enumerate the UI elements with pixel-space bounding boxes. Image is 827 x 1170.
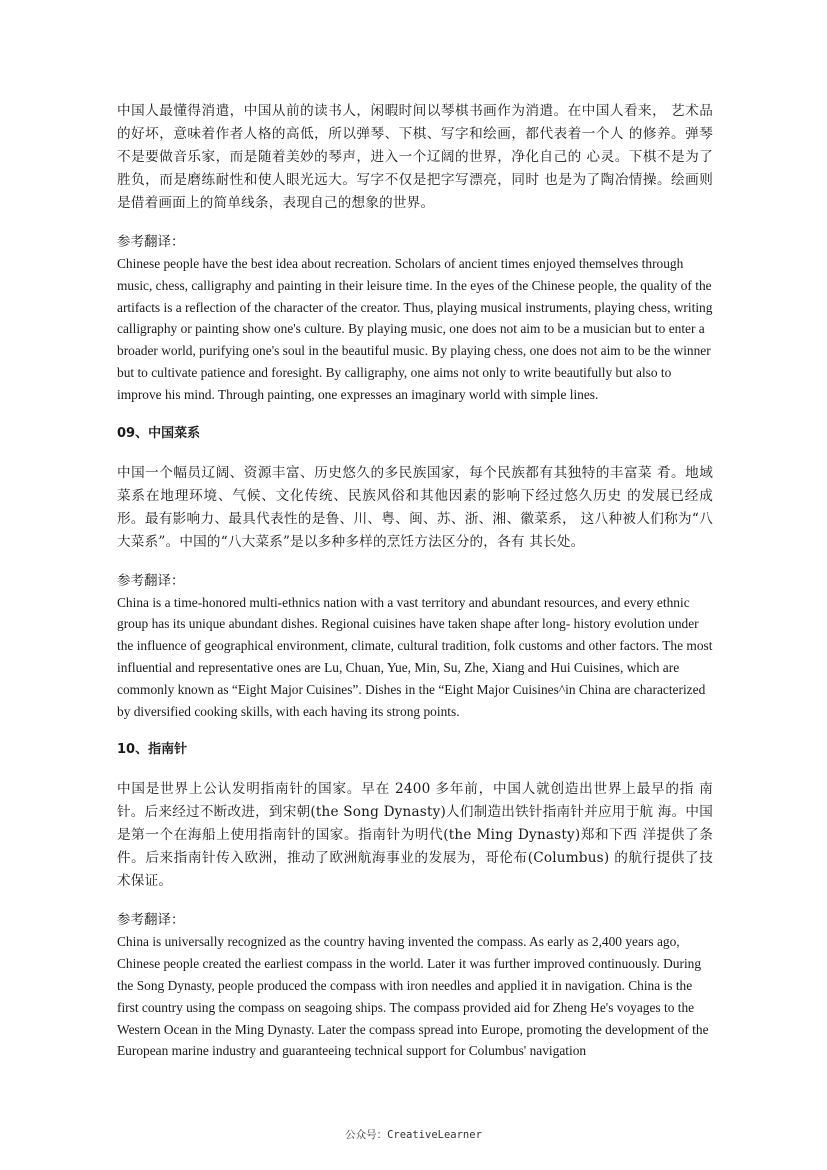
page-footer: 公众号：CreativeLearner bbox=[345, 1129, 482, 1141]
compass-heading: 10、指南针 bbox=[117, 742, 188, 758]
leisure-reference-label: 参考翻译： bbox=[117, 234, 185, 250]
compass-chinese-paragraph: 中国是世界上公认发明指南针的国家。早在 2400 多年前，中国人就创造出世界上最早的指 南针。后来经过不断改进，到宋朝(the Song Dynasty)人们制造出铁针指南针并应用于航 海。中国是第一个在海船上使用指南针的国家。指南针为明代(the Ming Dynasty)郑和下西 洋提供了条件。后来指南针传入欧洲，推动了欧洲航海事业的发展为，哥伦布(Columbus) 的航行提供了技术保证。 bbox=[117, 781, 713, 890]
section-compass bbox=[117, 739, 713, 1062]
document-body bbox=[117, 100, 713, 1062]
section-chinese-cuisine bbox=[117, 423, 713, 723]
compass-reference-label: 参考翻译： bbox=[117, 912, 185, 929]
cuisine-reference-label: 参考翻译： bbox=[117, 572, 185, 589]
compass-english-paragraph: China is universally recognized as the country having invented the compass. As early as 2,400 years ago, Chinese people created the earliest compass in the world. Later it was further improved continuously. During the Song Dynasty, people produced the compass with iron needles and applied it in navigation. China is the first country using the compass on seagoing ships. The compass provided aid for Zheng He's voyages to the Western Ocean in the Ming Dynasty. Later the compass spread into Europe, promoting the development of the European marine industry and guaranteeing technical support for Columbus' navigation bbox=[117, 934, 709, 1059]
section-leisure bbox=[117, 100, 713, 406]
cuisine-chinese-paragraph: 中国一个幅员辽阔、资源丰富、历史悠久的多民族国家，每个民族都有其独特的丰富菜 肴。地域菜系在地理环境、气候、文化传统、民族风俗和其他因素的影响下经过悠久历史 的发展已经成形。最有影响力、最具代表性的是鲁、川、粤、闽、苏、浙、湘、徽菜系， 这八种被人们称为“八大菜系”。中国的“八大菜系”是以多种多样的烹饪方法区分的，各有 其长处。 bbox=[117, 464, 713, 550]
cuisine-heading: 09、中国菜系 bbox=[117, 425, 201, 441]
leisure-chinese-paragraph: 中国人最懂得消遣，中国从前的读书人，闲暇时间以琴棋书画作为消遣。在中国人看来， 艺术品的好坏，意味着作者人格的高低，所以弹琴、下棋、写字和绘画，都代表着一个人 的修养。弹琴不是要做音乐家，而是随着美妙的琴声，进入一个辽阔的世界，净化自己的 心灵。下棋不是为了胜负，而是磨练耐性和使人眼光远大。写字不仅是把字写漂亮，同时 也是为了陶冶情操。绘画则是借着画面上的简单线条，表现自己的想象的世界。 bbox=[117, 103, 713, 211]
leisure-english-paragraph: Chinese people have the best idea about recreation. Scholars of ancient times enjoyed themselves through music, chess, calligraphy and painting in their leisure time. In the eyes of the Chinese people, the quality of the artifacts is a reflection of the character of the creator. Thus, playing musical instruments, playing chess, writing calligraphy or painting show one's culture. By playing music, one does not aim to be a musician but to enter a broader world, purifying one's soul in the beautiful music. By playing chess, one does not aim to be the winner but to cultivate patience and foresight. By calligraphy, one aims not only to write beautifully but also to improve his mind. Through painting, one expresses an imaginary world with simple lines. bbox=[117, 256, 713, 402]
cuisine-english-paragraph: China is a time-honored multi-ethnics nation with a vast territory and abundant resources, and every ethnic group has its unique abundant dishes. Regional cuisines have taken shape after long- history evolution under the influence of geographical environment, climate, cultural tradition, folk customs and other factors. The most influential and representative ones are Lu, Chuan, Yue, Min, Su, Zhe, Xiang and Hui Cuisines, which are commonly known as “Eight Major Cuisines”. Dishes in the “Eight Major Cuisines^in China are characterized by diversified cooking skills, with each having its strong points. bbox=[117, 594, 713, 719]
